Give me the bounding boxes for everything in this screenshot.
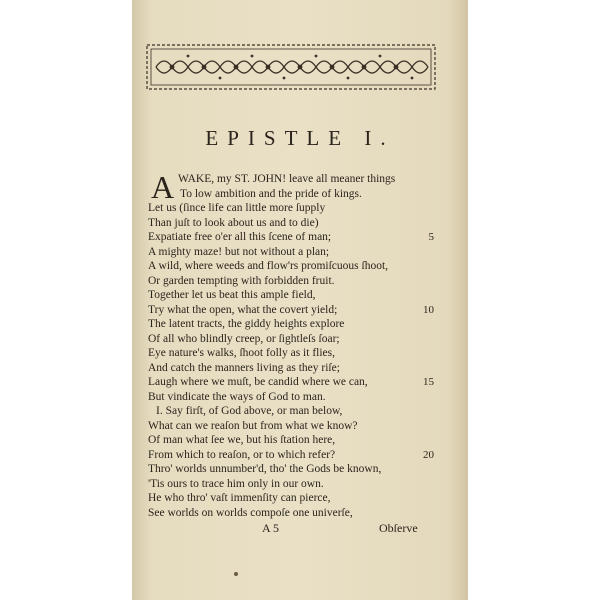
verse-line: Than juſt to look about us and to die) [148, 216, 319, 229]
verse-line: A wild, where weeds and flow'rs promiſcuous ſhoot, [148, 260, 389, 272]
verse-line: Thro' worlds unnumber'd, tho' the Gods be known, [148, 463, 382, 475]
verse-line: Laugh where we muſt, be candid where we can, [148, 376, 368, 388]
drop-cap: A [151, 169, 175, 205]
paper-speck [234, 572, 238, 576]
verse-line: See worlds on worlds compoſe one univerſe, [148, 506, 353, 519]
line-number: 5 [428, 231, 434, 243]
line-number: 15 [423, 376, 434, 388]
verse-line: The latent tracts, the giddy heights explore [148, 318, 345, 330]
verse-line: Expatiate free o'er all this ſcene of man; [148, 231, 332, 243]
verse-line: Try what the open, what the covert yield; [148, 303, 338, 316]
verse-line: What can we reaſon but from what we know? [148, 419, 358, 432]
verse-line: And catch the manners living as they riſe; [148, 361, 340, 374]
verse-line: Let us (ſince life can little more ſupply [148, 202, 326, 214]
verse-line: Eye nature's walks, ſhoot folly as it flies, [148, 347, 335, 359]
book-page [132, 0, 468, 600]
line-number: 10 [423, 303, 434, 316]
verse-line: I. Say firſt, of God above, or man below, [156, 405, 343, 417]
verse-line: Together let us beat this ample field, [148, 289, 316, 301]
ornamental-headpiece [146, 44, 436, 90]
verse-line: WAKE, my ST. JOHN! leave all meaner things [178, 173, 396, 185]
verse-line: But vindicate the ways of God to man. [148, 390, 326, 403]
verse-line: From which to reaſon, or to which refer? [148, 448, 336, 461]
line-number: 20 [423, 448, 434, 461]
verse-line: He who thro' vaſt immenſity can pierce, [148, 492, 331, 504]
verse-line: Of man what ſee we, but his ſtation here, [148, 434, 336, 446]
verse-line: 'Tis ours to trace him only in our own. [148, 477, 324, 490]
verse-line: A mighty maze! but not without a plan; [148, 245, 330, 258]
catchword: Obſerve [379, 521, 418, 535]
epistle-title: EPISTLE I. [205, 126, 395, 150]
verse-line: Or garden tempting with forbidden fruit. [148, 274, 335, 287]
signature-mark: A 5 [262, 521, 280, 535]
verse-line: To low ambition and the pride of kings. [180, 187, 362, 200]
verse-line: Of all who blindly creep, or ſightleſs ſoar; [148, 332, 340, 345]
